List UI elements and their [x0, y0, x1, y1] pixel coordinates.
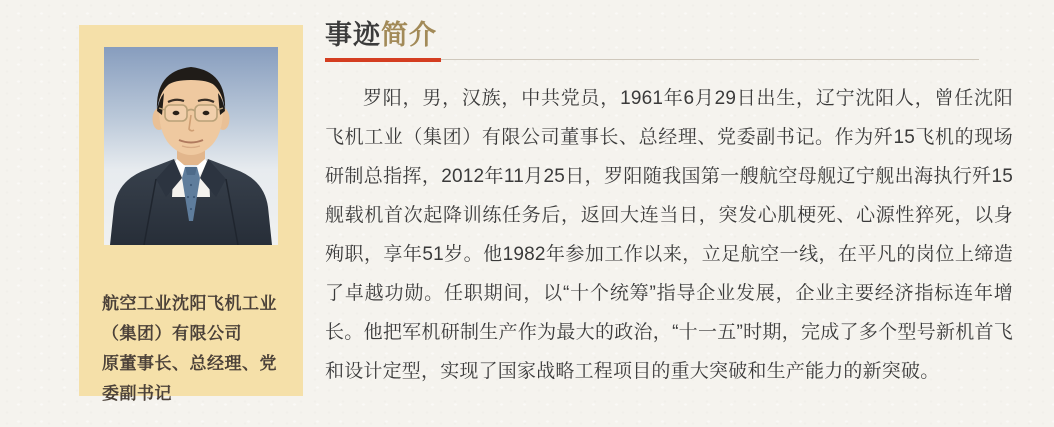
main-section — [325, 19, 1013, 391]
portrait-photo — [104, 47, 278, 245]
section-title-underline — [325, 58, 979, 62]
photo-caption-company: 航空工业沈阳飞机工业（集团）有限公司 — [102, 294, 277, 343]
section-title — [325, 19, 1013, 51]
photo-caption — [102, 289, 282, 409]
photo-caption-titles: 原董事长、总经理、党委副书记 — [102, 354, 277, 403]
portrait-photo-illustration — [104, 47, 278, 245]
section-title-part2: 简介 — [381, 20, 437, 50]
underline-red-accent — [325, 58, 441, 62]
section-title-part1: 事迹 — [325, 20, 381, 50]
biography-paragraph: 罗阳，男，汉族，中共党员，1961年6月29日出生，辽宁沈阳人，曾任沈阳飞机工业（集团）有限公司董事长、总经理、党委副书记。作为歼15飞机的现场研制总指挥，2012年11月25日，罗阳随我国第一艘航空母舰辽宁舰出海执行歼15舰载机首次起降训练任务后，返回大连当日，突发心肌梗死、心源性猝死，以身殉职，享年51岁。他1982年参加工作以来，立足航空一线，在平凡的岗位上缔造了卓越功勋。任职期间，以“十个统筹”指导企业发展，企业主要经济指标连年增长。他把军机研制生产作为最大的政治，“十一五”时期，完成了多个型号新机首飞和设计定型，实现了国家战略工程项目的重大突破和生产能力的新突破。 — [325, 88, 1013, 382]
profile-card — [79, 25, 303, 403]
